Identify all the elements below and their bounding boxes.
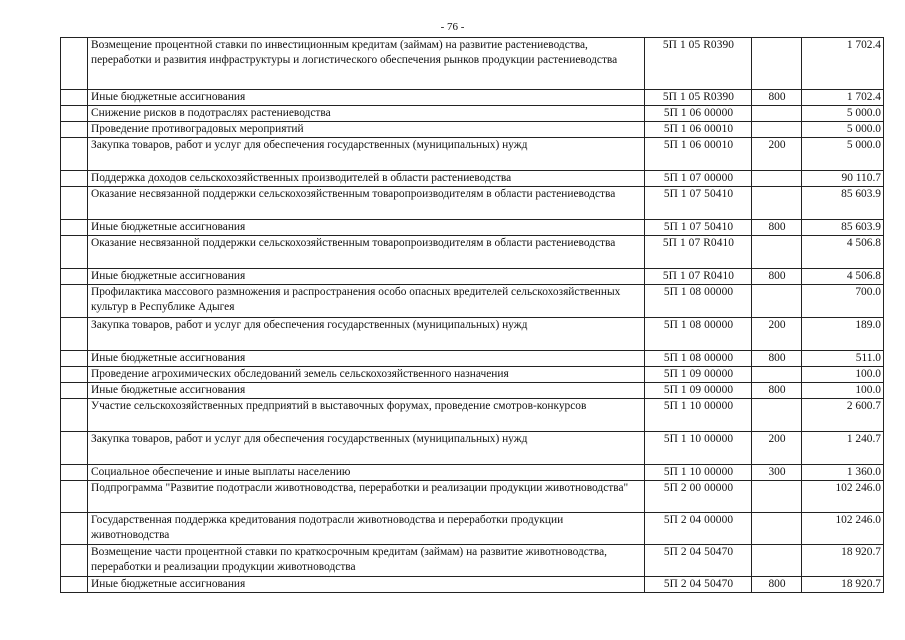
row-amount: 5 000.0 xyxy=(802,122,884,138)
table-row xyxy=(61,106,884,122)
row-amount: 85 603.9 xyxy=(802,220,884,236)
row-code: 5П 2 04 50470 xyxy=(645,577,752,593)
row-amount: 4 506.8 xyxy=(802,269,884,285)
row-expense-type: 800 xyxy=(752,351,802,367)
row-amount: 1 360.0 xyxy=(802,465,884,481)
row-expense-type: 200 xyxy=(752,432,802,465)
table-row xyxy=(61,399,884,432)
row-expense-type: 300 xyxy=(752,465,802,481)
row-code: 5П 1 10 00000 xyxy=(645,399,752,432)
row-name: Снижение рисков в подотраслях растениеводства xyxy=(88,106,645,122)
blank-cell xyxy=(61,171,88,187)
table-row xyxy=(61,513,884,545)
row-name: Профилактика массового размножения и распространения особо опасных вредителей сельскохозяйственных культур в Республике Адыгея xyxy=(88,285,645,318)
blank-cell xyxy=(61,351,88,367)
blank-cell xyxy=(61,138,88,171)
blank-cell xyxy=(61,220,88,236)
table-row xyxy=(61,432,884,465)
row-expense-type: 200 xyxy=(752,318,802,351)
table-row xyxy=(61,138,884,171)
row-code: 5П 1 06 00000 xyxy=(645,106,752,122)
row-expense-type xyxy=(752,122,802,138)
row-amount: 2 600.7 xyxy=(802,399,884,432)
row-amount: 100.0 xyxy=(802,367,884,383)
blank-cell xyxy=(61,38,88,90)
row-name: Иные бюджетные ассигнования xyxy=(88,269,645,285)
row-expense-type: 800 xyxy=(752,90,802,106)
row-amount: 90 110.7 xyxy=(802,171,884,187)
row-expense-type xyxy=(752,285,802,318)
row-code: 5П 1 08 00000 xyxy=(645,351,752,367)
row-name: Иные бюджетные ассигнования xyxy=(88,351,645,367)
blank-cell xyxy=(61,122,88,138)
row-code: 5П 1 10 00000 xyxy=(645,465,752,481)
row-name: Закупка товаров, работ и услуг для обеспечения государственных (муниципальных) нужд xyxy=(88,432,645,465)
table-row xyxy=(61,171,884,187)
row-name: Проведение противоградовых мероприятий xyxy=(88,122,645,138)
row-code: 5П 1 08 00000 xyxy=(645,318,752,351)
row-code: 5П 1 09 00000 xyxy=(645,383,752,399)
row-expense-type: 800 xyxy=(752,220,802,236)
row-name: Государственная поддержка кредитования подотрасли животноводства и переработки продукции животноводства xyxy=(88,513,645,545)
row-code: 5П 1 09 00000 xyxy=(645,367,752,383)
table-row xyxy=(61,367,884,383)
row-name: Оказание несвязанной поддержки сельскохозяйственным товаропроизводителям в области растениеводства xyxy=(88,187,645,220)
row-code: 5П 2 04 50470 xyxy=(645,545,752,577)
row-code: 5П 1 06 00010 xyxy=(645,138,752,171)
row-expense-type: 800 xyxy=(752,269,802,285)
table-row xyxy=(61,383,884,399)
blank-cell xyxy=(61,545,88,577)
table-row xyxy=(61,481,884,513)
blank-cell xyxy=(61,367,88,383)
row-amount: 700.0 xyxy=(802,285,884,318)
row-code: 5П 1 10 00000 xyxy=(645,432,752,465)
budget-table xyxy=(60,37,884,593)
row-name: Закупка товаров, работ и услуг для обеспечения государственных (муниципальных) нужд xyxy=(88,318,645,351)
row-amount: 189.0 xyxy=(802,318,884,351)
row-code: 5П 1 05 R0390 xyxy=(645,38,752,90)
row-name: Закупка товаров, работ и услуг для обеспечения государственных (муниципальных) нужд xyxy=(88,138,645,171)
row-name: Проведение агрохимических обследований земель сельскохозяйственного назначения xyxy=(88,367,645,383)
row-expense-type xyxy=(752,367,802,383)
budget-table-body xyxy=(61,38,884,593)
blank-cell xyxy=(61,106,88,122)
blank-cell xyxy=(61,236,88,269)
row-expense-type xyxy=(752,545,802,577)
row-name: Оказание несвязанной поддержки сельскохозяйственным товаропроизводителям в области растениеводства xyxy=(88,236,645,269)
blank-cell xyxy=(61,383,88,399)
row-expense-type xyxy=(752,106,802,122)
row-expense-type: 800 xyxy=(752,383,802,399)
blank-cell xyxy=(61,285,88,318)
table-row xyxy=(61,285,884,318)
row-amount: 100.0 xyxy=(802,383,884,399)
row-amount: 102 246.0 xyxy=(802,481,884,513)
row-amount: 18 920.7 xyxy=(802,577,884,593)
blank-cell xyxy=(61,513,88,545)
table-row xyxy=(61,351,884,367)
row-code: 5П 1 07 R0410 xyxy=(645,269,752,285)
row-code: 5П 1 05 R0390 xyxy=(645,90,752,106)
row-name: Возмещение процентной ставки по инвестиционным кредитам (займам) на развитие растениеводства, переработки и развития инфраструктуры и логистического обеспечения рынков продукции растениеводства xyxy=(88,38,645,90)
blank-cell xyxy=(61,481,88,513)
row-name: Социальное обеспечение и иные выплаты населению xyxy=(88,465,645,481)
row-expense-type xyxy=(752,513,802,545)
row-amount: 102 246.0 xyxy=(802,513,884,545)
blank-cell xyxy=(61,432,88,465)
row-amount: 511.0 xyxy=(802,351,884,367)
row-amount: 5 000.0 xyxy=(802,138,884,171)
table-row xyxy=(61,269,884,285)
row-expense-type xyxy=(752,187,802,220)
row-name: Иные бюджетные ассигнования xyxy=(88,383,645,399)
table-row xyxy=(61,318,884,351)
row-expense-type xyxy=(752,236,802,269)
blank-cell xyxy=(61,269,88,285)
row-amount: 18 920.7 xyxy=(802,545,884,577)
row-expense-type xyxy=(752,399,802,432)
row-name: Иные бюджетные ассигнования xyxy=(88,220,645,236)
blank-cell xyxy=(61,90,88,106)
row-expense-type xyxy=(752,38,802,90)
row-amount: 1 702.4 xyxy=(802,90,884,106)
table-row xyxy=(61,236,884,269)
row-name: Участие сельскохозяйственных предприятий в выставочных форумах, проведение смотров-конкурсов xyxy=(88,399,645,432)
row-amount: 1 240.7 xyxy=(802,432,884,465)
row-code: 5П 1 07 50410 xyxy=(645,220,752,236)
row-name: Поддержка доходов сельскохозяйственных производителей в области растениеводства xyxy=(88,171,645,187)
blank-cell xyxy=(61,399,88,432)
table-row xyxy=(61,90,884,106)
row-amount: 4 506.8 xyxy=(802,236,884,269)
row-expense-type xyxy=(752,171,802,187)
table-row xyxy=(61,122,884,138)
row-code: 5П 1 07 50410 xyxy=(645,187,752,220)
table-row xyxy=(61,577,884,593)
row-name: Возмещение части процентной ставки по краткосрочным кредитам (займам) на развитие животноводства, переработки и реализации продукции животноводства xyxy=(88,545,645,577)
row-amount: 85 603.9 xyxy=(802,187,884,220)
row-amount: 1 702.4 xyxy=(802,38,884,90)
row-code: 5П 1 07 00000 xyxy=(645,171,752,187)
row-code: 5П 1 08 00000 xyxy=(645,285,752,318)
row-expense-type xyxy=(752,481,802,513)
blank-cell xyxy=(61,318,88,351)
blank-cell xyxy=(61,577,88,593)
row-expense-type: 200 xyxy=(752,138,802,171)
row-name: Иные бюджетные ассигнования xyxy=(88,90,645,106)
blank-cell xyxy=(61,187,88,220)
row-expense-type: 800 xyxy=(752,577,802,593)
table-row xyxy=(61,187,884,220)
table-row xyxy=(61,465,884,481)
row-code: 5П 1 06 00010 xyxy=(645,122,752,138)
table-row xyxy=(61,220,884,236)
page-number: - 76 - xyxy=(440,21,465,33)
table-row xyxy=(61,545,884,577)
row-code: 5П 2 00 00000 xyxy=(645,481,752,513)
blank-cell xyxy=(61,465,88,481)
row-name: Подпрограмма "Развитие подотрасли животноводства, переработки и реализации продукции животноводства" xyxy=(88,481,645,513)
row-code: 5П 1 07 R0410 xyxy=(645,236,752,269)
row-name: Иные бюджетные ассигнования xyxy=(88,577,645,593)
table-row xyxy=(61,38,884,90)
row-code: 5П 2 04 00000 xyxy=(645,513,752,545)
row-amount: 5 000.0 xyxy=(802,106,884,122)
